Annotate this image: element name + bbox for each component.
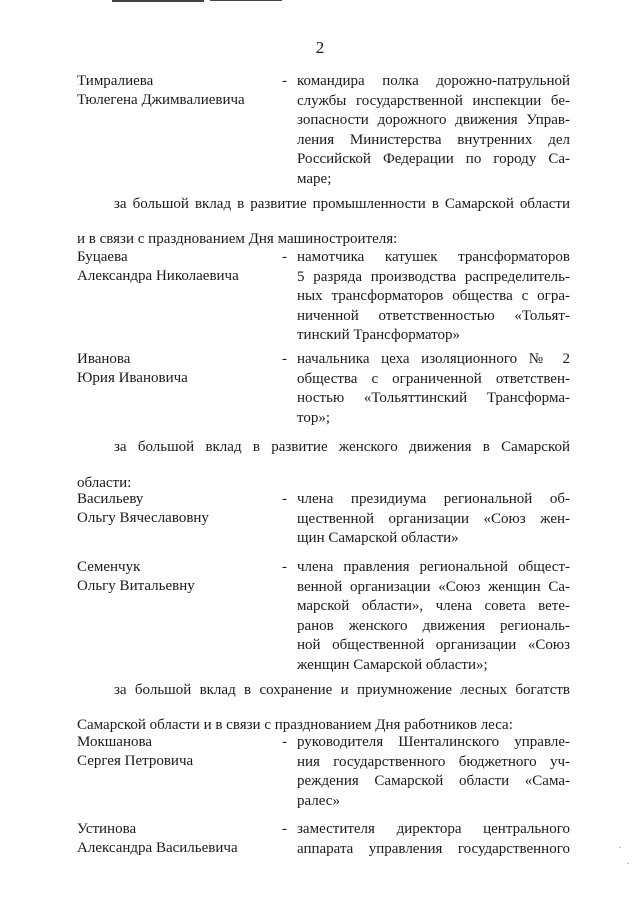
- recipient-name: Мокшанова Сергея Петровича: [77, 734, 194, 769]
- recipient-position: заместителя директора центрального аппарата управления государственного: [297, 821, 570, 857]
- separator-dash: -: [282, 734, 287, 750]
- separator-dash: -: [282, 491, 287, 507]
- recipient-name: Васильеву Ольгу Вячеславовну: [77, 491, 209, 526]
- page-number: 2: [315, 38, 325, 57]
- top-scan-line: [112, 0, 204, 2]
- award-reason-paragraph: за большой вклад в развитие женского движения в Самарской области:: [77, 439, 570, 491]
- award-reason-paragraph: за большой вклад в развитие промышленности в Самарской области и в связи с празднованием Дня машиностроителя:: [77, 196, 570, 247]
- recipient-name: Буцаева Александра Николаевича: [77, 249, 239, 284]
- scan-speck: ·: [618, 842, 622, 854]
- recipient-name: Устинова Александра Васильевича: [77, 821, 238, 856]
- recipient-position: командира полка дорожно-патрульной службы государственной инспекции бе- зопасности дорожного движения Управ- ления Министерства внутренних дел Российской Федерации по городу Са- маре;: [297, 73, 570, 187]
- recipient-position: руководителя Шенталинского управле- ния государственного бюджетного уч- реждения Самарской области «Сама- ралес»: [297, 734, 570, 809]
- separator-dash: -: [282, 249, 287, 265]
- recipient-position: намотчика катушек трансформаторов 5 разряда производства распределитель- ных трансформаторов общества с огра- ниченной ответственностью «Тольят- тинский Трансформатор»: [297, 249, 570, 343]
- top-scan-line: [210, 0, 282, 1]
- recipient-name: Иванова Юрия Ивановича: [77, 351, 188, 386]
- recipient-position: члена правления региональной общест- венной организации «Союз женщин Са- марской области», члена совета вете- ранов женского движения региональ- ной общественной организации «Союз женщин Самарской области»;: [297, 559, 570, 673]
- recipient-position: члена президиума региональной об- щественной организации «Союз жен- щин Самарской области»: [297, 491, 570, 546]
- recipient-name: Семенчук Ольгу Витальевну: [77, 559, 195, 594]
- award-reason-paragraph: за большой вклад в сохранение и приумножение лесных богатств Самарской области и в связи с празднованием Дня работников леса:: [77, 682, 570, 733]
- separator-dash: -: [282, 351, 287, 367]
- separator-dash: -: [282, 821, 287, 837]
- recipient-position: начальника цеха изоляционного № 2 общества с ограниченной ответствен- ностью «Тольяттинский Трансформа- тор»;: [297, 351, 570, 426]
- separator-dash: -: [282, 73, 287, 89]
- separator-dash: -: [282, 559, 287, 575]
- recipient-name: Тимралиева Тюлегена Джимвалиевича: [77, 73, 245, 108]
- scan-speck: ·: [626, 858, 630, 870]
